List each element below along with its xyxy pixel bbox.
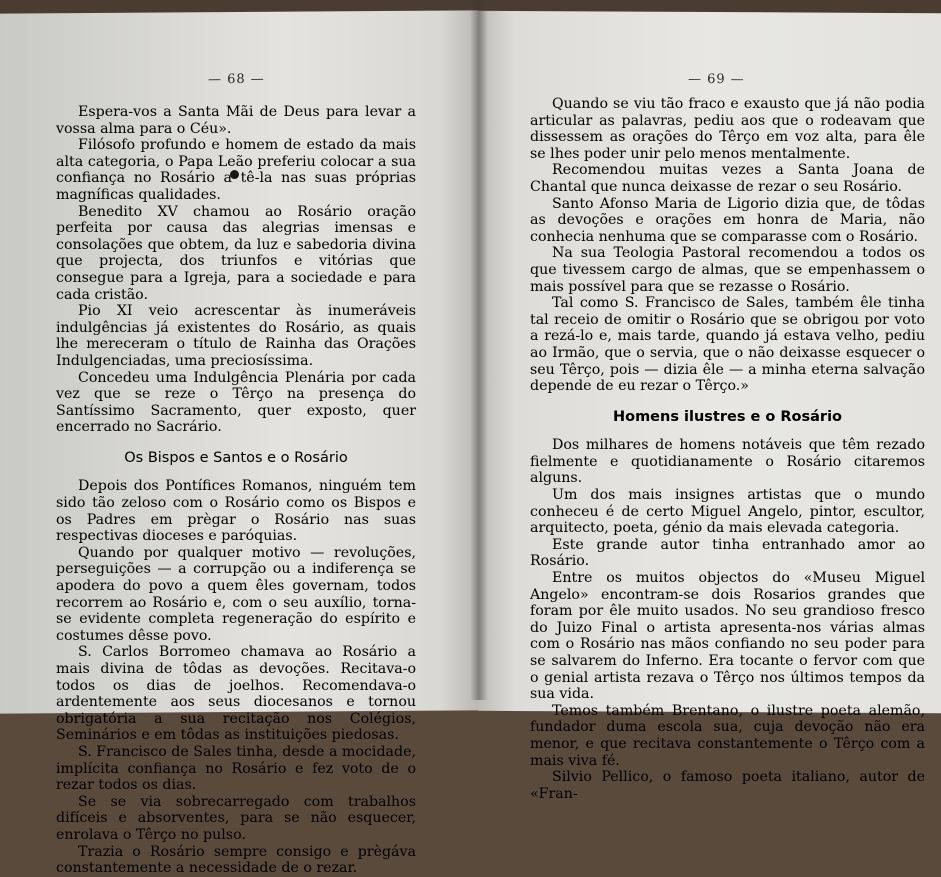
- paragraph: Recomendou muitas vezes a Santa Joana de Chantal que nunca deixasse de rezar o seu Rosário.: [530, 162, 925, 195]
- paragraph: Pio XI veio acrescentar às inumeráveis indulgências já existentes do Rosário, as quais lhe mereceram o título de Rainha das Orações Indulgenciadas, uma preciosíssima.: [56, 303, 416, 369]
- paragraph: Tal como S. Francisco de Sales, também êle tinha tal receio de omitir o Rosário que se obrigou por voto a rezá-lo e, mais tarde, quando já estava velho, pediu ao Irmão, que o servia, que o não deixasse esquecer o seu Têrço, pois — dizia êle — a minha eterna salvação depende de eu rezar o Têrço.»: [530, 295, 925, 395]
- paragraph: S. Carlos Borromeo chamava ao Rosário a mais divina de tôdas as devoções. Recitava-o todos os dias de joelhos. Recomendava-o ardentemente aos seus diocesanos e tornou obrigatória a sua recitação nos Colégios, Seminários e em tôdas as instituições piedosas.: [56, 644, 416, 744]
- paragraph: Se se via sobrecarregado com trabalhos difíceis e absorventes, para se não esquecer, enrolava o Têrço no pulso.: [56, 793, 416, 843]
- paragraph: Silvio Pellico, o famoso poeta italiano, autor de «Fran-: [530, 769, 925, 802]
- paragraph: Depois dos Pontífices Romanos, ninguém tem sido tão zeloso com o Rosário como os Bispos e os Padres em prègar o Rosário nas suas respectivas dioceses e paróquias.: [56, 478, 416, 545]
- section-heading: Homens ilustres e o Rosário: [612, 408, 843, 425]
- paragraph: Trazia o Rosário sempre consigo e prègáva constantemente a necessidade de o rezar.: [56, 843, 416, 877]
- paragraph: S. Francisco de Sales tinha, desde a mocidade, implícita confiança no Rosário e fez voto de o rezar todos os dias.: [56, 743, 416, 794]
- paragraph: Espera-vos a Santa Mãi de Deus para levar a vossa alma para o Céu».: [56, 104, 416, 137]
- paragraph: Entre os muitos objectos do «Museu Miguel Angelo» encontram-se dois Rosarios grandes que foram por êle muito usados. No seu grandioso fresco do Juizo Final o artista apresenta-nos várias almas com o Rosário nas mãos confiando no seu poder para se salvarem do Inferno. Era tocante o fervor com que o genial artista rezava o Têrço nos últimos tempos da sua vida.: [530, 570, 925, 703]
- paragraph: Concedeu uma Indulgência Plenária por cada vez que se reze o Têrço na presença do Santíssimo Sacramento, quer exposto, quer encerrado no Sacrário.: [56, 369, 416, 436]
- paragraph: Na sua Teologia Pastoral recomendou a todos os que tivessem cargo de almas, que se empenhassem o mais possível para que se rezasse o Rosário.: [530, 245, 925, 295]
- section-heading: Os Bispos e Santos e o Rosário: [124, 449, 348, 466]
- page-number: — 69 —: [688, 71, 745, 88]
- paragraph: Benedito XV chamou ao Rosário oração perfeita por causa das alegrias imensas e consolações que obtem, da luz e sabedoria divina que projecta, dos triunfos e vitórias que consegue para a Igreja, para a sociedade e para cada cristão.: [56, 203, 416, 303]
- paragraph: Este grande autor tinha entranhado amor ao Rosário.: [530, 536, 925, 570]
- paragraph: Dos milhares de homens notáveis que têm rezado fielmente e quotidianamente o Rosário citaremos alguns.: [530, 437, 925, 487]
- right-page-body: [530, 96, 925, 802]
- left-page-body: [56, 104, 416, 877]
- paragraph: Quando por qualquer motivo — revoluções, perseguições — a corrupção ou a indiferença se apodera do povo a quem êles governam, todos recorrem ao Rosário e, com o seu auxílio, torna-se evidente completa regeneração do espírito e costumes dêsse povo.: [56, 544, 416, 644]
- paragraph: Quando se viu tão fraco e exausto que já não podia articular as palavras, pediu aos que o rodeavam que dissessem as orações do Têrço em voz alta, para êle se lhes poder unir pelo menos mentalmente.: [530, 96, 925, 162]
- paragraph: Santo Afonso Maria de Ligorio dizia que, de tôdas as devoções e orações em honra de Maria, não conhecia nenhuma que se comparasse com o Rosário.: [530, 195, 925, 245]
- paragraph: Temos também Brentano, o ilustre poeta alemão, fundador duma escola sua, cuja devoção não era menor, e que recitava constantemente o Têrço com a mais viva fé.: [530, 702, 925, 769]
- paragraph: Um dos mais insignes artistas que o mundo conheceu é de certo Miguel Angelo, pintor, escultor, arquitecto, poeta, génio da mais elevada categoria.: [530, 487, 925, 537]
- paragraph: Filósofo profundo e homem de estado da mais alta categoria, o Papa Leão preferiu colocar a sua confiança no Rosário a tê-la nas suas próprias magníficas qualidades.: [56, 137, 416, 203]
- book-gutter: [470, 0, 488, 700]
- page-number: — 68 —: [208, 71, 265, 88]
